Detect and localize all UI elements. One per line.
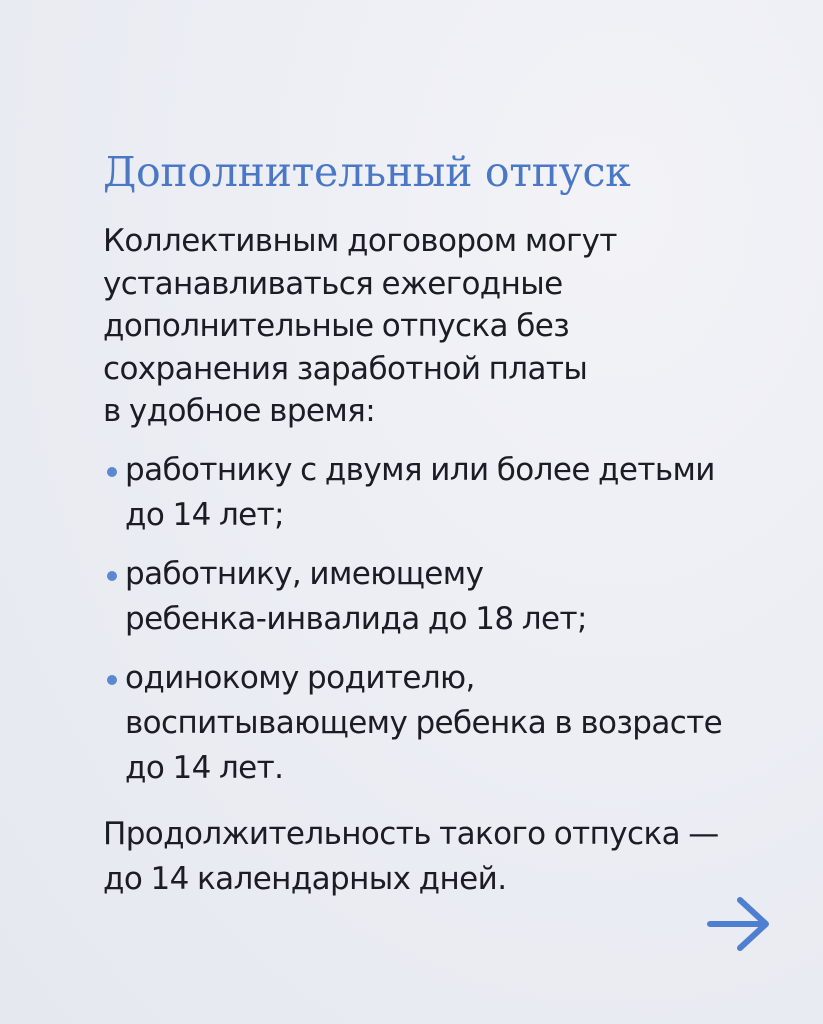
list-item-line: работнику с двумя или более детьми xyxy=(125,452,715,488)
intro-line: сохранения заработной платы xyxy=(103,350,588,387)
slide-title: Дополнительный отпуск xyxy=(103,148,631,196)
next-slide-button[interactable] xyxy=(706,895,772,953)
eligibility-list xyxy=(103,448,763,791)
list-item xyxy=(103,448,763,538)
list-item-line: одинокому родителю, xyxy=(125,660,475,696)
bullet-dot-icon xyxy=(107,467,117,477)
bullet-dot-icon xyxy=(107,571,117,581)
intro-line: в удобное время: xyxy=(103,393,376,429)
closing-paragraph xyxy=(103,812,743,902)
list-item-line: до 14 лет. xyxy=(125,750,284,786)
bullet-dot-icon xyxy=(107,675,117,685)
intro-line: Коллективным договором могут xyxy=(103,223,617,259)
closing-line: Продолжительность такого отпуска — xyxy=(103,816,719,852)
list-item-line: воспитывающему ребенка в возрасте xyxy=(125,705,723,741)
arrow-right-icon xyxy=(706,895,772,953)
list-item-line: до 14 лет; xyxy=(125,497,284,533)
list-item-line: ребенка-инвалида до 18 лет; xyxy=(125,601,587,637)
intro-paragraph xyxy=(103,220,743,433)
intro-line: дополнительные отпуска без xyxy=(103,308,570,344)
closing-line: до 14 календарных дней. xyxy=(103,861,507,897)
list-item xyxy=(103,656,763,791)
list-item xyxy=(103,552,763,642)
list-item-line: работнику, имеющему xyxy=(125,556,484,592)
intro-line: устанавливаться ежегодные xyxy=(103,265,563,302)
